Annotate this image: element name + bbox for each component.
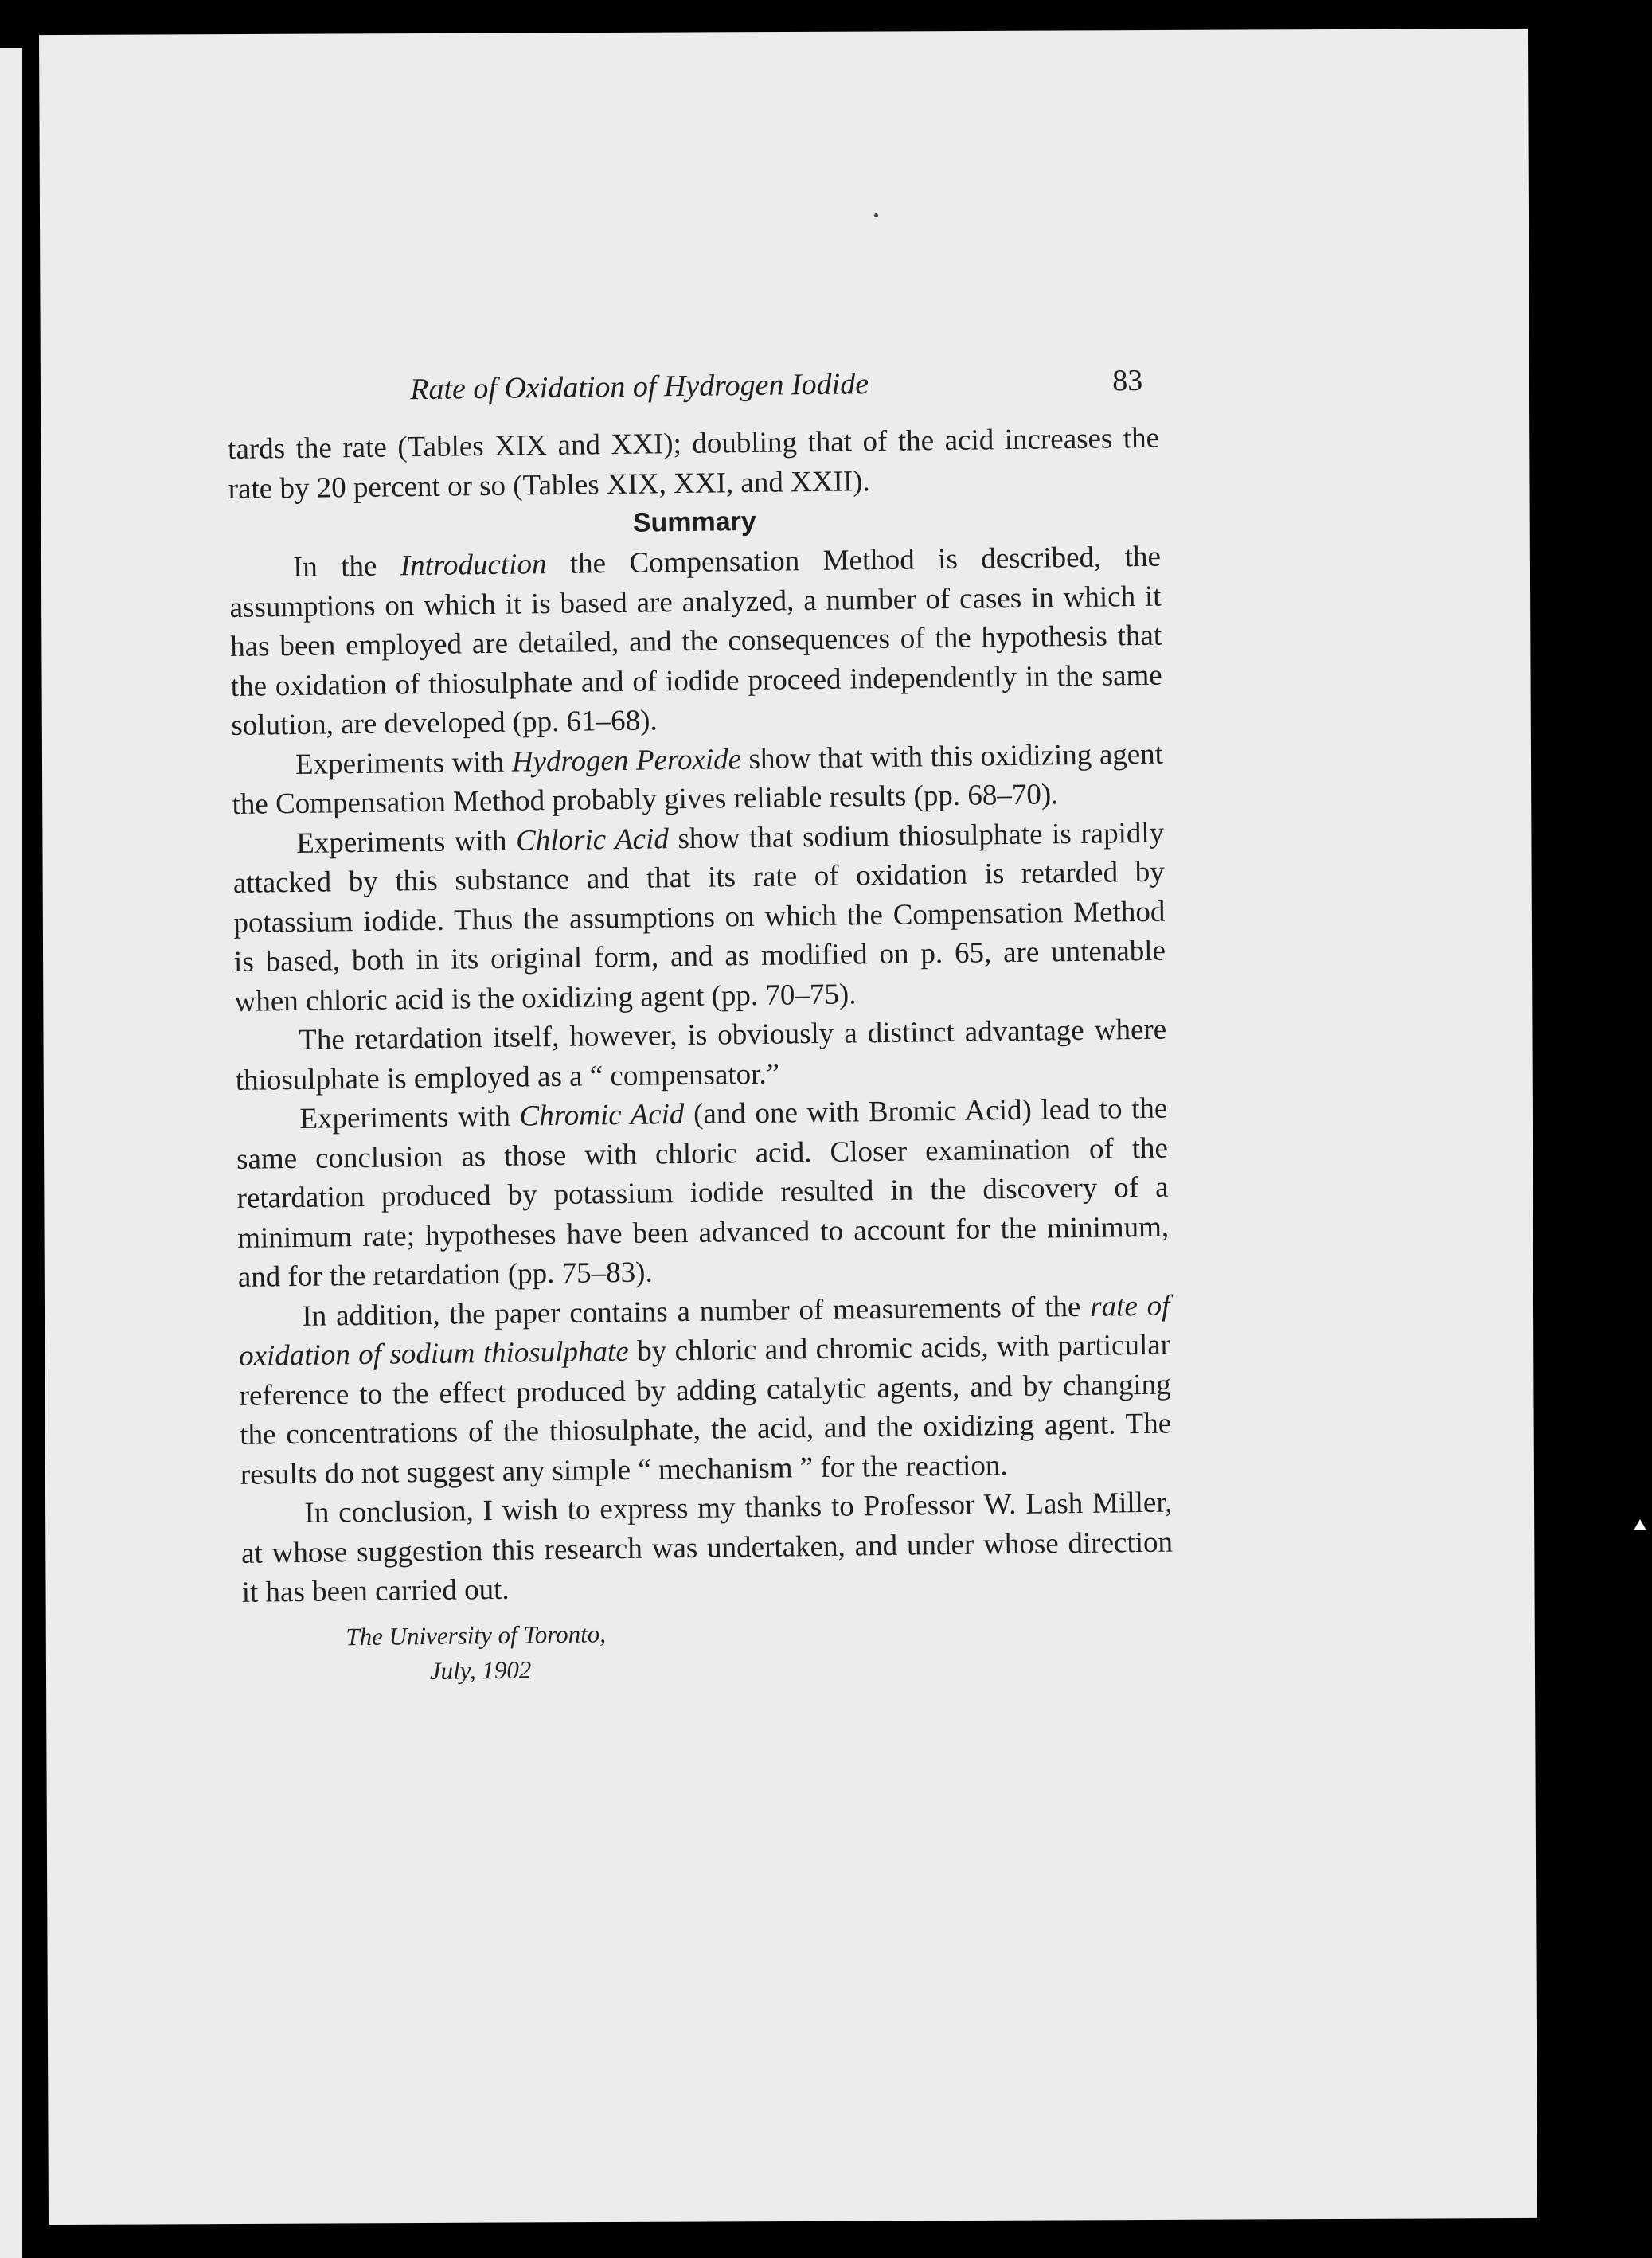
paper-speck [874, 213, 878, 217]
paragraph-chloric-acid: Experiments with Chloric Acid show that sodium thiosulphate is rapidly attacked by this substance and that its rate of oxidation is retarded by potassium iodide. Thus the assumptions on which the Compensation Method is based, both in its original form, and as modified on p. 65, are untenable when chloric acid is the oxidizing agent (pp. 70–75). [232, 816, 1166, 1018]
page-number: 83 [1111, 363, 1143, 398]
running-head [227, 363, 1159, 430]
signature-date: July, 1902 [429, 1654, 532, 1685]
paragraph-conclusion: In conclusion, I wish to express my thanks to Professor W. Lash Miller, at whose suggestion this research was undertaken, and under whose direction it has been carried out. [240, 1486, 1174, 1609]
adjacent-page-edge [0, 48, 22, 2258]
paragraph-chromic-acid: Experiments with Chromic Acid (and one with Bromic Acid) lead to the same conclusion as those with chloric acid. Closer examination of the retardation produced by potassium iodide resulted in the discovery of a minimum rate; hypotheses have been advanced to account for the minimum, and for the retardation (pp. 75–83). [236, 1092, 1170, 1294]
page-text [227, 363, 1174, 1691]
continuation-paragraph: tards the rate (Tables XIX and XXI); doubling that of the acid increases the rate by 20 percent or so (Tables XIX, XXI, and XXII). [227, 421, 1160, 506]
paragraph-addition: In addition, the paper contains a number of measurements of the rate of oxidation of sodium thiosulphate by chloric and chromic acids, with particular reference to the effect produced by adding catalytic agents, and by changing the concentrations of the thiosulphate, the acid, and the oxidizing agent. The results do not suggest any simple “ mechanism ” for the reaction. [238, 1289, 1172, 1491]
margin-arrow-icon [1634, 1519, 1646, 1530]
paragraph-introduction: In the Introduction the Compensation Method is described, the assumptions on which it is based are analyzed, a number of cases in which it has been employed are detailed, and the consequences of the hypothesis that the oxidation of thiosulphate and of iodide proceed independently in the same solution, are developed (pp. 61–68). [229, 540, 1162, 742]
summary-heading: Summary [632, 506, 757, 538]
signature-institution: The University of Toronto, [346, 1619, 607, 1651]
paragraph-hydrogen-peroxide: Experiments with Hydrogen Peroxide show that with this oxidizing agent the Compensation Method probably gives reliable results (pp. 68–70). [232, 737, 1164, 821]
running-title: Rate of Oxidation of Hydrogen Iodide [409, 367, 869, 407]
paragraph-retardation: The retardation itself, however, is obviously a distinct advantage where thiosulphate is employed as a “ compensator.” [235, 1013, 1167, 1097]
signature-block [242, 1609, 1174, 1690]
